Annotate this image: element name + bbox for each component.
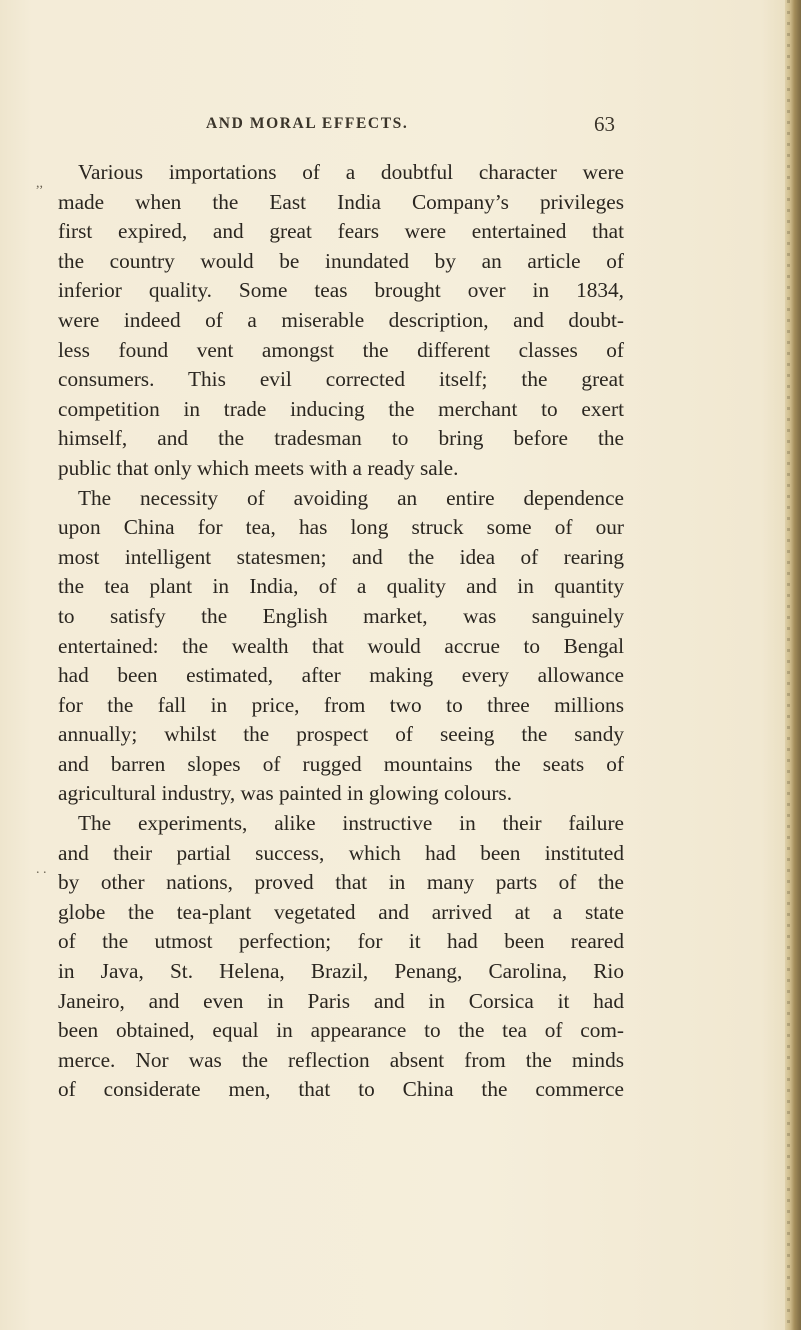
text-line: The necessity of avoiding an entire dependence (78, 485, 624, 510)
text-line: Various importations of a doubtful character were (78, 160, 624, 184)
text-line: inferior quality. Some teas brought over in 1834, (58, 278, 624, 303)
text-line: been obtained, equal in appearance to the tea of com- (58, 1018, 624, 1043)
text-line: entertained: the wealth that would accrue to Bengal (58, 633, 624, 658)
text-line: The experiments, alike instructive in their failure (78, 811, 624, 836)
text-line: and their partial success, which had been instituted (58, 840, 624, 865)
text-line: of considerate men, that to China the commerce (58, 1077, 624, 1102)
text-line: in Java, St. Helena, Brazil, Penang, Carolina, Rio (58, 959, 624, 984)
text-line: most intelligent statesmen; and the idea of rearing (58, 544, 624, 569)
text-line: annually; whilst the prospect of seeing the sandy (58, 722, 624, 747)
text-line: the country would be inundated by an article of (58, 248, 624, 273)
page-number: 63 (594, 112, 615, 136)
text-line: first expired, and great fears were entertained that (58, 219, 624, 244)
text-line: himself, and the tradesman to bring before the (58, 426, 624, 451)
body-text (58, 158, 624, 1105)
text-line: made when the East India Company’s privileges (58, 189, 624, 214)
text-line: upon China for tea, has long struck some of our (58, 515, 624, 540)
text-line: to satisfy the English market, was sanguinely (58, 603, 624, 628)
margin-mark: ,, (36, 176, 43, 191)
text-line: had been estimated, after making every allowance (58, 663, 624, 688)
text-line: of the utmost perfection; for it had been reared (58, 929, 624, 954)
text-line: public that only which meets with a ready sale. (58, 455, 459, 480)
text-line: the tea plant in India, of a quality and in quantity (58, 574, 624, 599)
text-line: and barren slopes of rugged mountains the seats of (58, 751, 624, 776)
margin-mark: . . (36, 862, 47, 877)
text-line: merce. Nor was the reflection absent from the minds (58, 1047, 624, 1072)
text-line: Janeiro, and even in Paris and in Corsica it had (58, 988, 624, 1013)
page-binding-edge (785, 0, 801, 1330)
text-line: consumers. This evil corrected itself; the great (58, 367, 624, 392)
text-line: for the fall in price, from two to three millions (58, 692, 624, 717)
running-head (0, 110, 801, 140)
text-line: were indeed of a miserable description, and doubt- (58, 307, 624, 332)
text-line: competition in trade inducing the merchant to exert (58, 396, 624, 421)
text-line: agricultural industry, was painted in glowing colours. (58, 781, 513, 806)
running-title: AND MORAL EFFECTS. (206, 115, 409, 132)
text-line: less found vent amongst the different classes of (58, 337, 624, 362)
text-line: by other nations, proved that in many parts of the (58, 870, 624, 895)
text-line: globe the tea-plant vegetated and arrived at a state (58, 899, 624, 924)
